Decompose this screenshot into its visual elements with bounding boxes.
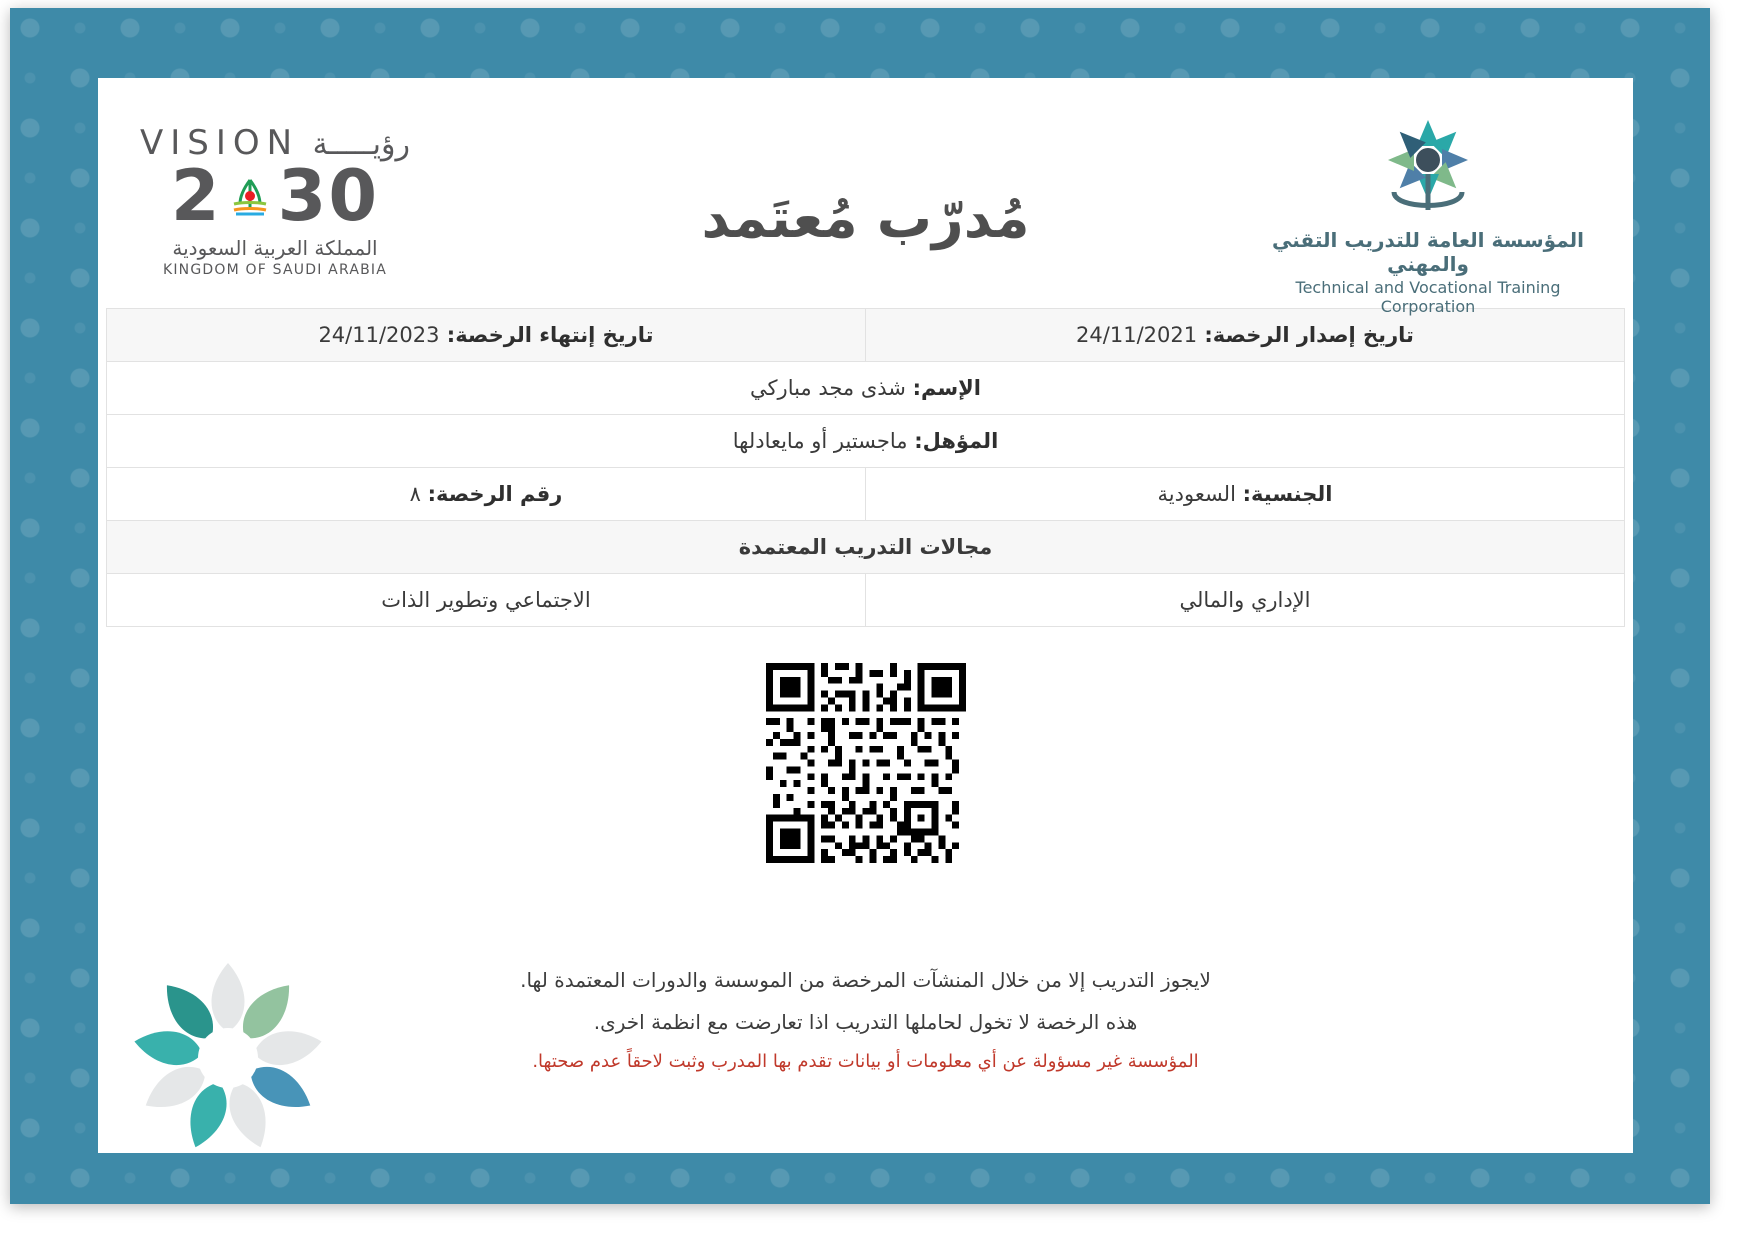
kingdom-name-ar: المملكة العربية السعودية [172, 235, 378, 260]
tvtc-logo [1263, 114, 1593, 316]
footer-notes [98, 959, 1633, 1081]
issue-date-value: 24/11/2021 [1076, 323, 1198, 347]
kingdom-name-en: KINGDOM OF SAUDI ARABIA [162, 261, 388, 278]
license-info-table [106, 308, 1625, 627]
fields-section-heading-row [107, 521, 1625, 574]
table-row [107, 362, 1625, 415]
qr-code-icon [766, 663, 966, 863]
license-number-cell [107, 468, 866, 521]
note-line-3-warning: المؤسسة غير مسؤولة عن أي معلومات أو بيانات تقدم بها المدرب وثبت لاحقاً عدم صحتها. [532, 1051, 1199, 1072]
qualification-value: ماجستير أو مايعادلها [732, 429, 908, 453]
vision-label-en: VISION [140, 123, 300, 163]
training-field-2: الاجتماعي وتطوير الذات [107, 574, 866, 627]
fields-section-heading: مجالات التدريب المعتمدة [107, 521, 1625, 574]
note-line-2: هذه الرخصة لا تخول لحاملها التدريب اذا تعارضت مع انظمة اخرى. [593, 1010, 1138, 1034]
vision-year-left: 2 [170, 155, 222, 237]
decorative-frame [10, 8, 1710, 1204]
expiry-date-cell [107, 309, 866, 362]
vision-label-ar: رؤيـــــة [312, 127, 410, 162]
table-row [107, 309, 1625, 362]
certificate-card [98, 78, 1633, 1153]
name-value: شذى مجد مباركي [750, 376, 906, 400]
name-label: الإسم: [912, 376, 981, 400]
qualification-cell [107, 415, 1625, 468]
table-row [107, 468, 1625, 521]
qr-code-container [98, 663, 1633, 863]
vision-year-right: 30 [277, 155, 380, 237]
tvtc-name-en: Technical and Vocational Training Corporation [1295, 278, 1561, 316]
nationality-value: السعودية [1157, 482, 1236, 506]
page-title: مُدرّب مُعتَمد [701, 186, 1030, 250]
tvtc-name-ar: المؤسسة العامة للتدريب التقني والمهني [1272, 228, 1584, 276]
license-number-value: ٨ [409, 482, 421, 506]
table-row [107, 574, 1625, 627]
name-cell [107, 362, 1625, 415]
license-number-label: رقم الرخصة: [427, 482, 563, 506]
table-row [107, 415, 1625, 468]
training-field-1: الإداري والمالي [866, 574, 1625, 627]
certificate-header [98, 78, 1633, 316]
tvtc-emblem-icon [1263, 114, 1593, 224]
qualification-label: المؤهل: [914, 429, 999, 453]
issue-date-cell [866, 309, 1625, 362]
expiry-date-value: 24/11/2023 [318, 323, 440, 347]
nationality-label: الجنسية: [1242, 482, 1333, 506]
issue-date-label: تاريخ إصدار الرخصة: [1204, 323, 1414, 347]
expiry-date-label: تاريخ إنتهاء الرخصة: [446, 323, 654, 347]
nationality-cell [866, 468, 1625, 521]
note-line-1: لايجوز التدريب إلا من خلال المنشآت المرخصة من الموسسة والدورات المعتمدة لها. [520, 968, 1211, 992]
